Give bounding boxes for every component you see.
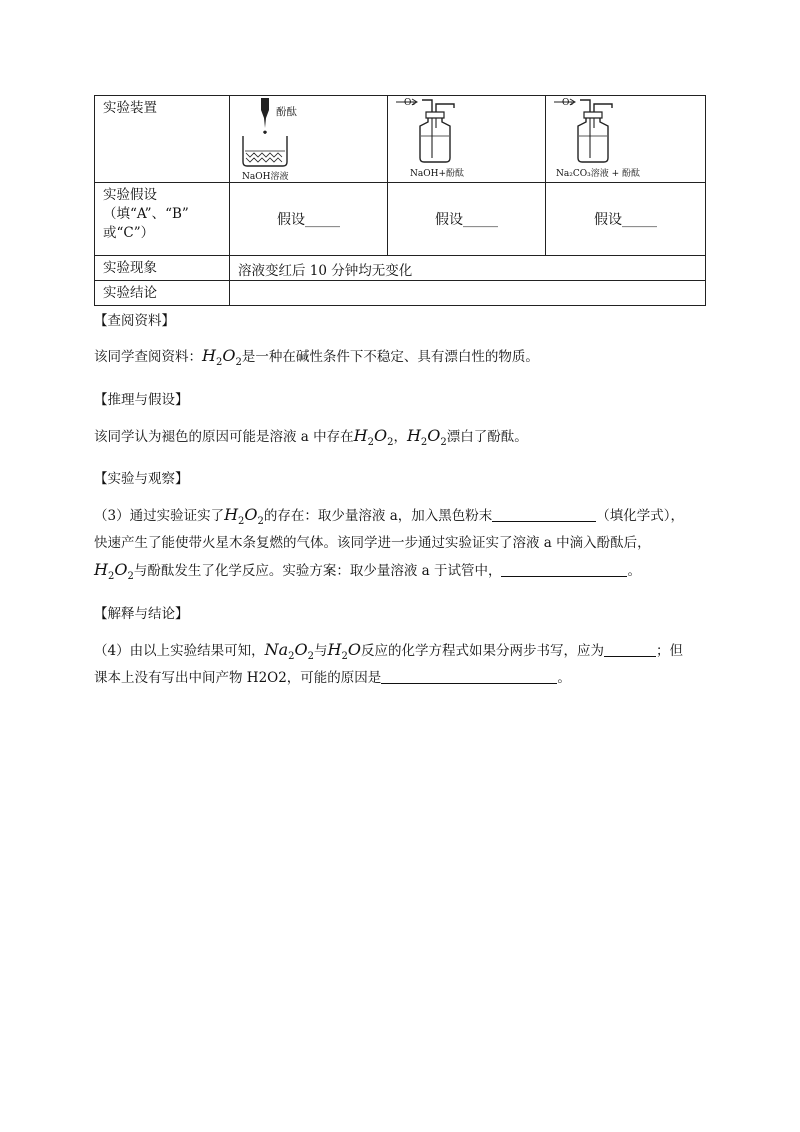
- hypothesis-a[interactable]: 假设_____: [230, 183, 388, 256]
- phenolphthalein-caption: 酚酞: [276, 106, 297, 118]
- na2o2-formula: $Na_2O_2$: [264, 640, 315, 663]
- conclusion-row: [95, 281, 706, 306]
- conclusion-label: 实验结论: [103, 285, 157, 301]
- q4-line-1: （4）由以上实验结果可知，$Na_2O_2$与$H_2O$反应的化学方程式如果分两步书写，应为 ；但: [94, 640, 683, 663]
- hypothesis-c[interactable]: 假设_____: [546, 183, 706, 256]
- h2o2-formula: $H_2O_2$: [224, 505, 264, 528]
- h2o2-formula: $H_2O_2$: [406, 426, 447, 449]
- h2o2-formula: $H_2O_2$: [353, 426, 394, 449]
- hypothesis-row: [95, 183, 706, 256]
- q3-line-3: $H_2O_2$与酚酞发生了化学反应。实验方案：取少量溶液 a 于试管中， 。: [94, 560, 641, 583]
- answer-blank-reason[interactable]: [381, 669, 557, 684]
- oxygen-label-c: O₂: [562, 98, 573, 108]
- answer-blank-equation[interactable]: [604, 642, 656, 657]
- infer-paragraph: 该同学认为褪色的原因可能是溶液 a 中存在$H_2O_2$，$H_2O_2$漂白了酚酞。: [94, 426, 528, 449]
- q3-line-2: 快速产生了能使带火星木条复燃的气体。该同学进一步通过实验证实了溶液 a 中滴入酚酞后，: [94, 535, 651, 551]
- apparatus-label: 实验装置: [103, 100, 157, 116]
- experiment-table: [94, 95, 706, 306]
- lookup-paragraph: 该同学查阅资料：$H_2O_2$是一种在碱性条件下不稳定、具有漂白性的物质。: [94, 346, 539, 369]
- apparatus-b-cell: [388, 96, 546, 183]
- answer-blank-powder[interactable]: [492, 507, 596, 522]
- hypothesis-b[interactable]: 假设_____: [388, 183, 546, 256]
- apparatus-a-cell: [230, 96, 388, 183]
- oxygen-label-b: O₂: [404, 98, 415, 108]
- phenomenon-row: [95, 256, 706, 281]
- conclusion-cell[interactable]: [230, 281, 706, 306]
- section-explain-title: 【解释与结论】: [94, 606, 189, 622]
- conclusion-label-cell: [95, 281, 230, 306]
- conclusion-text: [230, 281, 705, 284]
- h2o2-formula: $H_2O_2$: [202, 346, 242, 369]
- q4-line-2: 课本上没有写出中间产物 H2O2，可能的原因是 。: [94, 670, 571, 686]
- apparatus-c-cell: [546, 96, 706, 183]
- phenomenon-text: 溶液变红后 10 分钟均无变化: [238, 263, 413, 279]
- apparatus-label-cell: [95, 96, 230, 183]
- hypothesis-label: 实验假设 （填“A”、“B” 或“C”）: [103, 187, 189, 241]
- section-infer-title: 【推理与假设】: [94, 392, 189, 408]
- naoh-solution-caption: NaOH溶液: [242, 172, 289, 182]
- na2co3-phenolphthalein-caption: Na₂CO₃溶液 + 酚酞: [556, 169, 640, 179]
- answer-blank-plan[interactable]: [501, 562, 627, 577]
- section-experiment-title: 【实验与观察】: [94, 471, 189, 487]
- hypothesis-label-cell: [95, 183, 230, 256]
- phenomenon-label: 实验现象: [103, 260, 157, 276]
- h2o-formula: $H_2O$: [327, 640, 361, 663]
- phenomenon-cell: [230, 256, 706, 281]
- naoh-phenolphthalein-caption: NaOH+酚酞: [410, 169, 465, 179]
- section-lookup-title: 【查阅资料】: [94, 313, 175, 329]
- q3-line-1: （3）通过实验证实了$H_2O_2$的存在：取少量溶液 a，加入黑色粉末 （填化学式），: [94, 505, 685, 528]
- apparatus-row: [95, 96, 706, 183]
- phenomenon-label-cell: [95, 256, 230, 281]
- h2o2-formula: $H_2O_2$: [94, 560, 134, 583]
